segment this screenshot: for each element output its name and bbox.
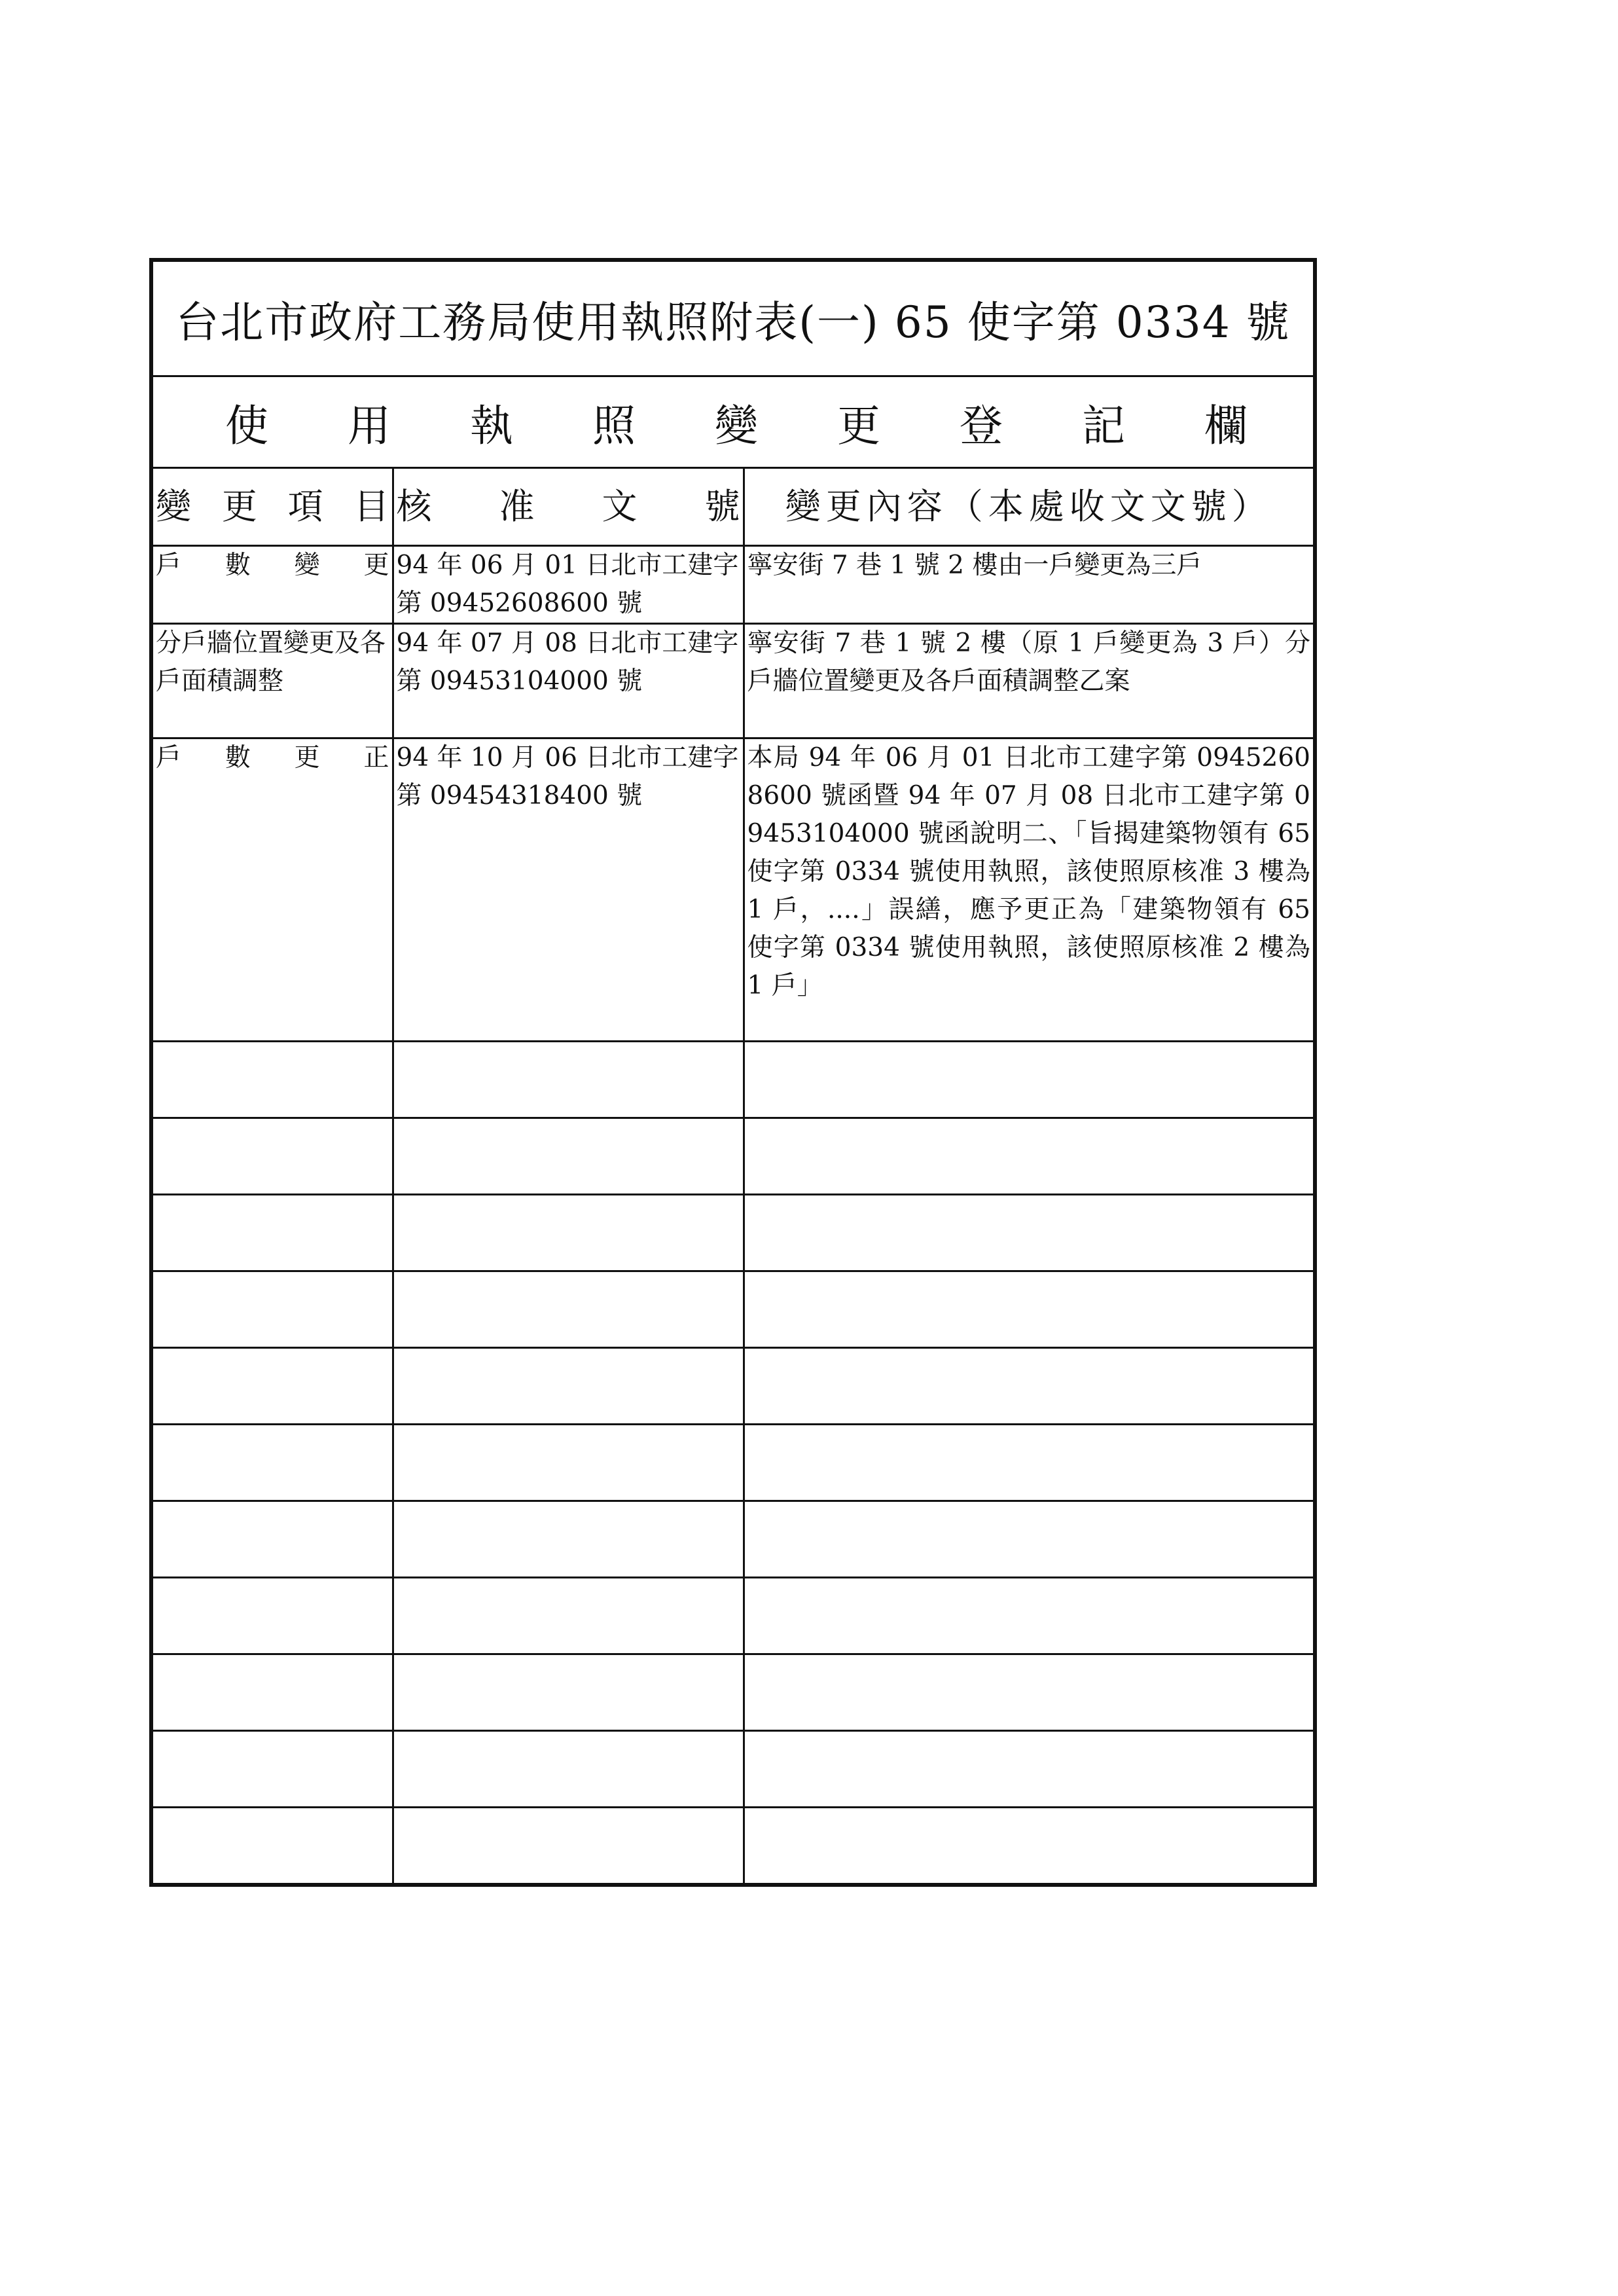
blank-cell	[153, 1501, 393, 1578]
content-cell: 本局 94 年 06 月 01 日北市工建字第 09452608600 號函暨 94 年 07 月 08 日北市工建字第 09453104000 號函說明二、「旨揭建築物領有 65 使字第 0334 號使用執照，該使照原核准 3 樓為 1 戶，....」誤繕，應予更正為「建築物領有 65 使字第 0334 號使用執照，該使照原核准 2 樓為 1 戶」	[744, 738, 1313, 1042]
blank-cell	[393, 1578, 744, 1654]
header-char: 更	[221, 486, 257, 527]
blank-cell	[153, 1042, 393, 1118]
subtitle-char: 登	[960, 401, 1003, 451]
approval-cell: 94 年 06 月 01 日北市工建字第 09452608600 號	[393, 546, 744, 624]
header-content-label: 變更內容（本處收文文號）	[785, 486, 1272, 527]
approval-cell: 94 年 10 月 06 日北市工建字第 09454318400 號	[393, 738, 744, 1042]
header-item	[153, 469, 393, 546]
blank-cell	[153, 1425, 393, 1501]
blank-row	[153, 1501, 1313, 1578]
blank-row	[153, 1731, 1313, 1808]
item-char: 正	[363, 743, 389, 773]
content-cell: 寧安街 7 巷 1 號 2 樓由一戶變更為三戶	[744, 546, 1313, 624]
blank-row	[153, 1042, 1313, 1118]
blank-cell	[744, 1654, 1313, 1731]
table-row	[153, 546, 1313, 624]
blank-cell	[153, 1348, 393, 1425]
form-subtitle	[153, 377, 1313, 469]
blank-cell	[744, 1501, 1313, 1578]
subtitle-char: 用	[348, 401, 391, 451]
subtitle-char: 使	[225, 401, 268, 451]
blank-cell	[393, 1348, 744, 1425]
blank-row	[153, 1195, 1313, 1271]
subtitle-char: 變	[715, 401, 758, 451]
approval-cell: 94 年 07 月 08 日北市工建字第 09453104000 號	[393, 624, 744, 738]
header-char: 變	[156, 486, 191, 527]
blank-cell	[744, 1348, 1313, 1425]
item-char: 戶	[156, 551, 182, 580]
item-char: 更	[294, 743, 320, 773]
blank-cell	[393, 1271, 744, 1348]
blank-cell	[744, 1425, 1313, 1501]
content-cell: 寧安街 7 巷 1 號 2 樓（原 1 戶變更為 3 戶）分戶牆位置變更及各戶面積調整乙案	[744, 624, 1313, 738]
blank-cell	[153, 1118, 393, 1195]
subtitle-char: 執	[470, 401, 513, 451]
table-row	[153, 624, 1313, 738]
header-content	[744, 469, 1313, 546]
blank-cell	[393, 1195, 744, 1271]
subtitle-char: 記	[1082, 401, 1125, 451]
header-char: 號	[704, 486, 740, 527]
blank-cell	[153, 1195, 393, 1271]
blank-cell	[744, 1578, 1313, 1654]
blank-cell	[744, 1195, 1313, 1271]
header-char: 准	[499, 486, 535, 527]
blank-cell	[393, 1425, 744, 1501]
header-char: 目	[353, 486, 389, 527]
blank-cell	[393, 1731, 744, 1808]
item-char: 變	[294, 551, 320, 580]
form-title: 台北市政府工務局使用執照附表(一) 65 使字第 0334 號	[153, 262, 1313, 377]
blank-row	[153, 1271, 1313, 1348]
blank-cell	[393, 1654, 744, 1731]
item-char: 戶	[156, 743, 182, 773]
blank-cell	[393, 1808, 744, 1884]
blank-cell	[393, 1118, 744, 1195]
blank-cell	[744, 1808, 1313, 1884]
blank-cell	[153, 1578, 393, 1654]
blank-cell	[153, 1731, 393, 1808]
blank-row	[153, 1348, 1313, 1425]
header-char: 核	[396, 486, 432, 527]
item-char: 數	[225, 551, 251, 580]
blank-row	[153, 1118, 1313, 1195]
usage-permit-change-form	[149, 258, 1317, 1887]
item-char: 更	[363, 551, 389, 580]
blank-cell	[744, 1118, 1313, 1195]
blank-cell	[393, 1501, 744, 1578]
item-char: 數	[225, 743, 251, 773]
header-approval	[393, 469, 744, 546]
header-char: 文	[602, 486, 638, 527]
blank-cell	[744, 1731, 1313, 1808]
table-header-row	[153, 469, 1313, 546]
blank-cell	[744, 1271, 1313, 1348]
subtitle-char: 欄	[1204, 401, 1248, 451]
table-row	[153, 738, 1313, 1042]
header-char: 項	[287, 486, 323, 527]
subtitle-char: 照	[592, 401, 636, 451]
item-cell	[153, 546, 393, 624]
item-cell: 分戶牆位置變更及各戶面積調整	[153, 624, 393, 738]
blank-cell	[153, 1271, 393, 1348]
blank-row	[153, 1425, 1313, 1501]
blank-cell	[393, 1042, 744, 1118]
item-cell	[153, 738, 393, 1042]
change-record-table	[153, 469, 1313, 1883]
blank-row	[153, 1808, 1313, 1884]
subtitle-char: 更	[837, 401, 880, 451]
blank-cell	[153, 1808, 393, 1884]
blank-row	[153, 1578, 1313, 1654]
blank-cell	[744, 1042, 1313, 1118]
blank-row	[153, 1654, 1313, 1731]
blank-cell	[153, 1654, 393, 1731]
